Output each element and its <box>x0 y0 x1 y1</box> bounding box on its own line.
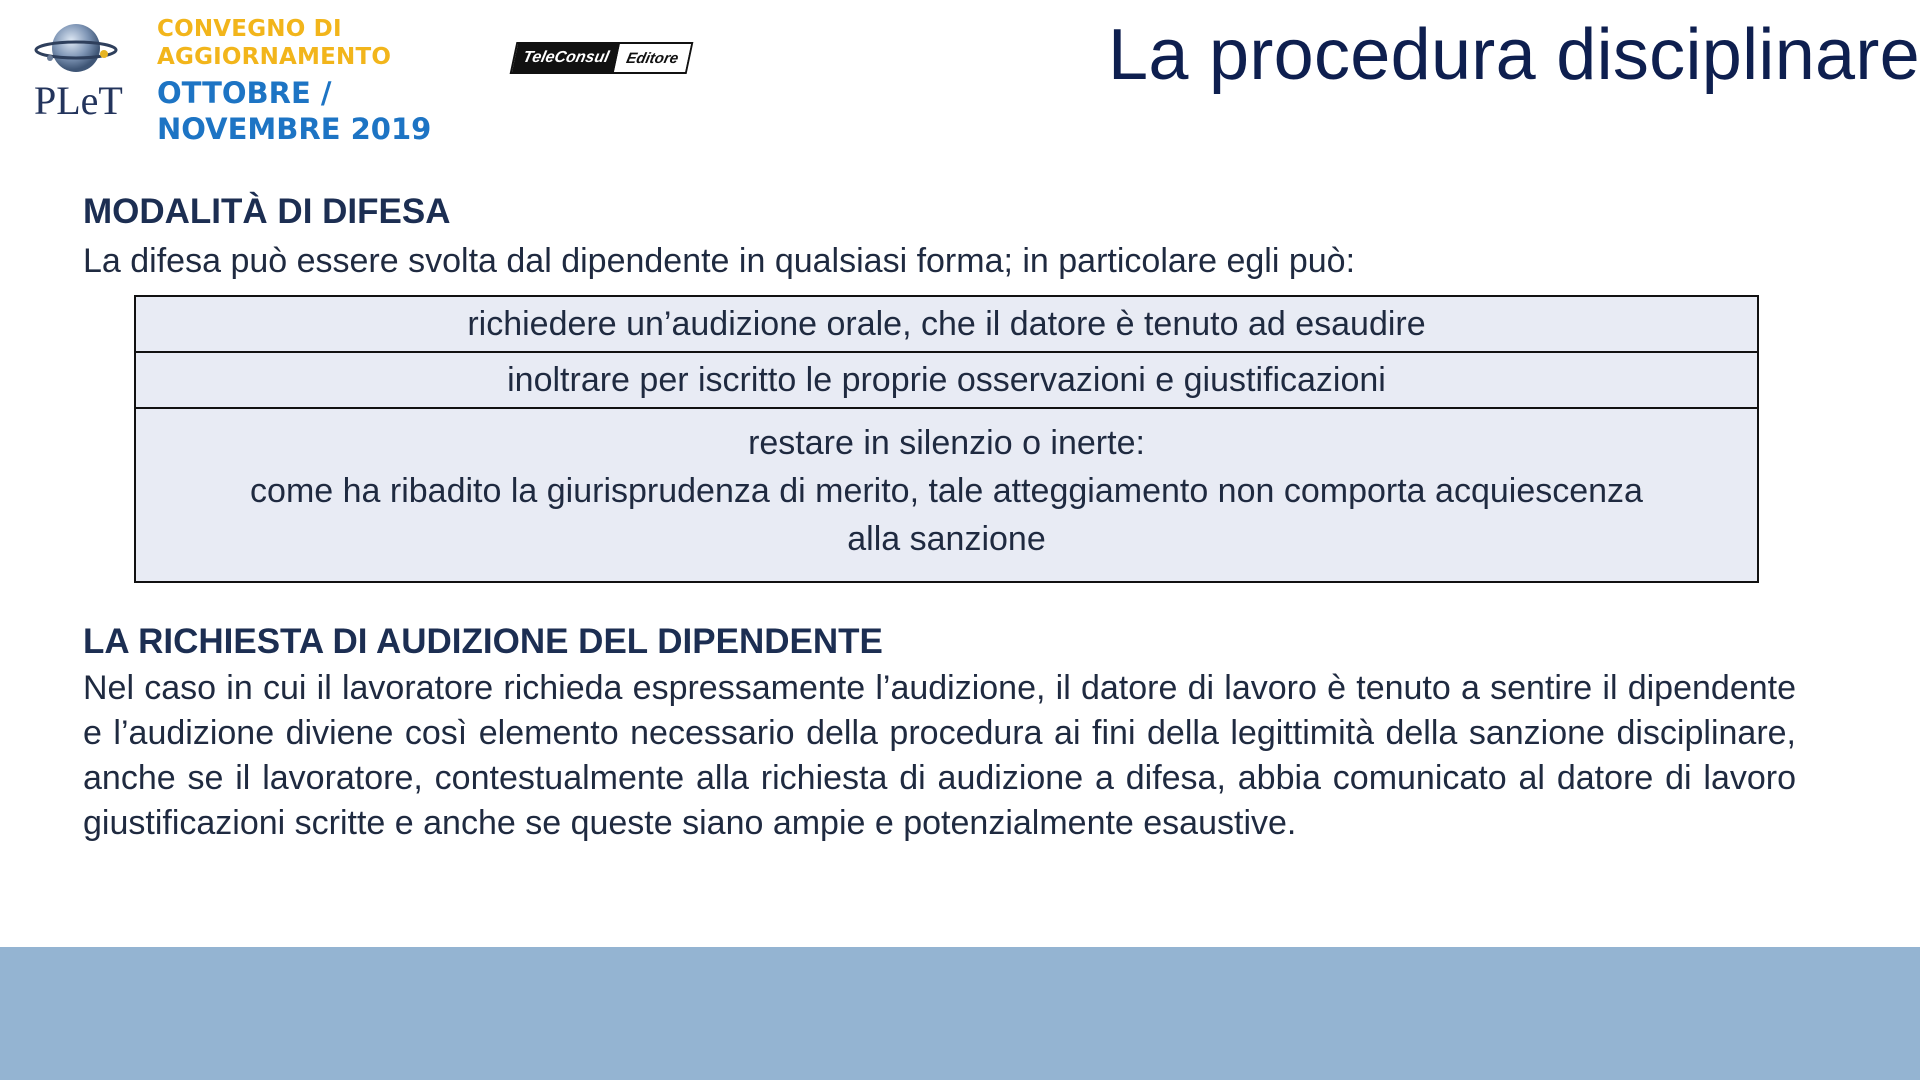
option-silenzio-line-1: restare in silenzio o inerte: <box>748 424 1145 462</box>
section-intro: La difesa può essere svolta dal dipendente in qualsiasi forma; in particolare egli può: <box>83 242 1356 280</box>
slide-title: La procedura disciplinare <box>1108 15 1920 95</box>
teleconsul-editore-logo <box>510 42 694 74</box>
defense-options-table <box>134 295 1759 583</box>
option-osservazioni-scritte: inoltrare per iscritto le proprie osservazioni e giustificazioni <box>136 351 1757 407</box>
section-heading-audizione: LA RICHIESTA DI AUDIZIONE DEL DIPENDENTE <box>83 622 883 661</box>
svg-text:PLeT: PLeT <box>34 78 123 122</box>
date-line-2: NOVEMBRE 2019 <box>157 112 432 146</box>
teleconsul-label: TeleConsul <box>512 44 620 72</box>
convegno-block <box>157 18 431 144</box>
convegno-line-2: AGGIORNAMENTO <box>157 44 392 70</box>
section-body-audizione: Nel caso in cui il lavoratore richieda espressamente l’audizione, il datore di lavoro è tenuto a sentire il dipendente e l’audizione diviene così elemento necessario della procedura ai fini della legittimità della sanzione disciplinare, anche se il lavoratore, contestualmente alla richiesta di audizione a difesa, abbia comunicato al datore di lavoro giustificazioni scritte e anche se queste siano ampie e potenzialmente esaustive. <box>83 669 1796 842</box>
convegno-line-1: CONVEGNO DI <box>157 16 342 42</box>
footer-band <box>0 947 1920 1080</box>
option-silenzio-line-2: come ha ribadito la giurisprudenza di merito, tale atteggiamento non comporta acquiescenza <box>250 472 1643 510</box>
section-heading-modalita: MODALITÀ DI DIFESA <box>83 192 451 231</box>
option-silenzio-line-3: alla sanzione <box>847 520 1046 558</box>
date-line-1: OTTOBRE / <box>157 76 332 110</box>
plet-logo <box>32 18 124 122</box>
option-silenzio <box>136 407 1757 581</box>
globe-logo-icon <box>32 18 124 122</box>
editore-label: Editore <box>614 44 692 72</box>
option-audizione-orale: richiedere un’audizione orale, che il datore è tenuto ad esaudire <box>467 305 1426 343</box>
